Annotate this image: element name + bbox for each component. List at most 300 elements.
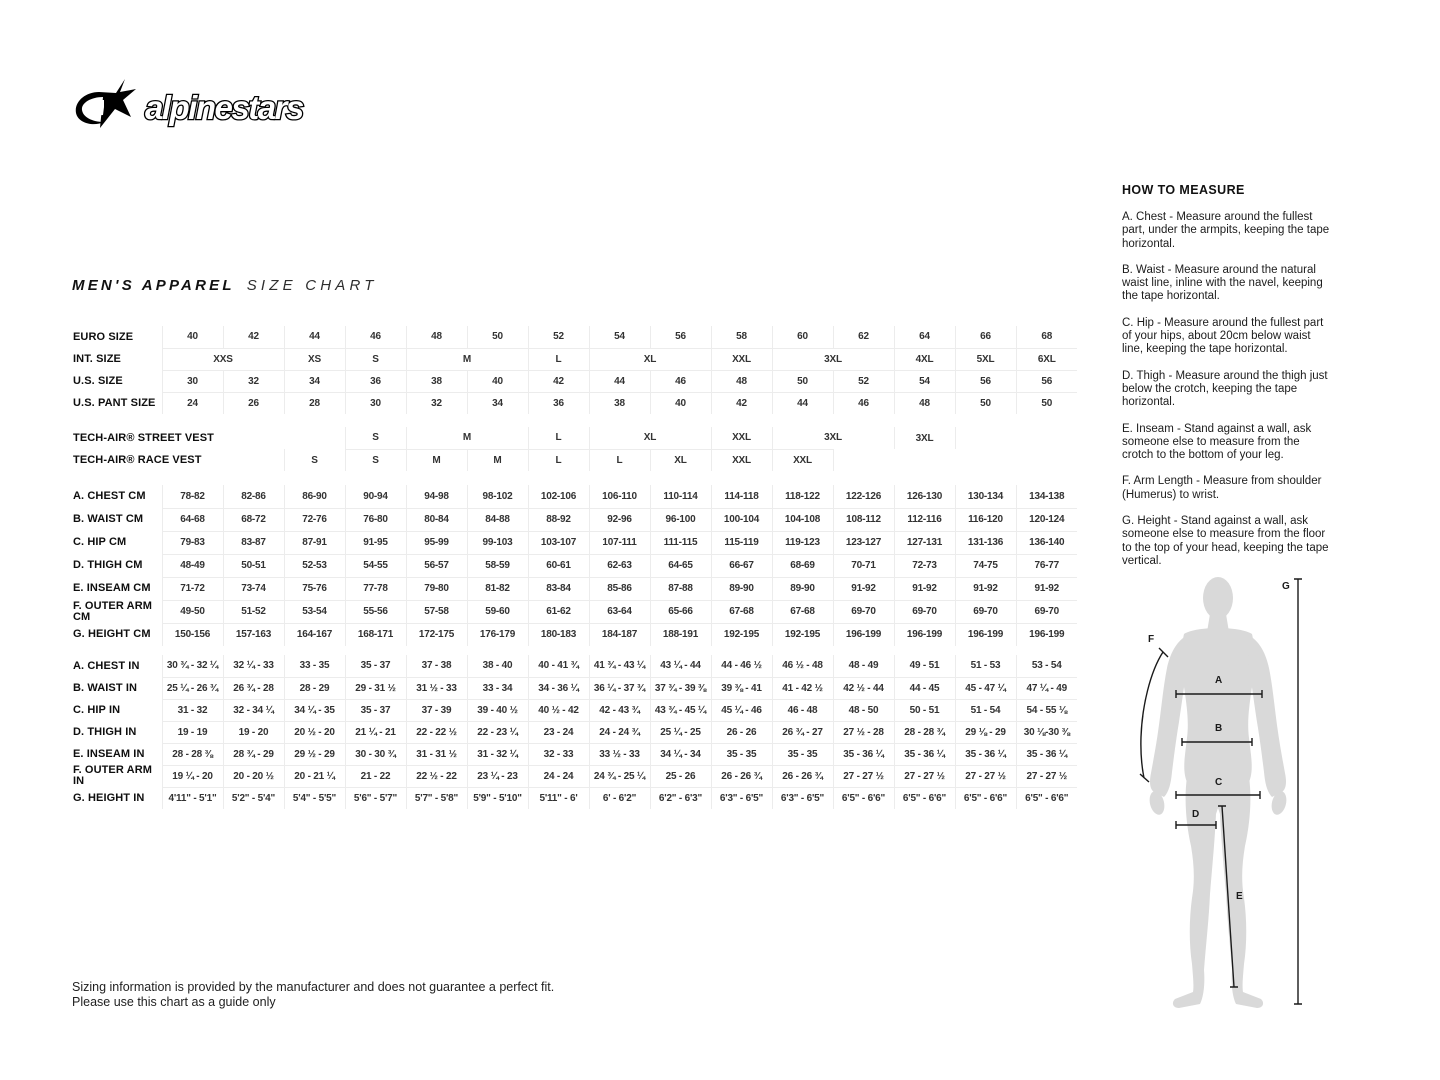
size-cell: 54-55 [345,554,406,577]
size-table [72,326,1077,809]
size-cell: 82-86 [223,485,284,508]
size-cell: 55-56 [345,600,406,623]
size-cell: 38 - 40 [467,655,528,677]
size-cell: 30 - 30 ¾ [345,743,406,765]
size-cell: 112-116 [894,508,955,531]
size-cell: 56 [955,370,1016,392]
size-cell: M [406,449,467,471]
row-label: B. WAIST CM [72,508,162,531]
size-cell: 29 ½ - 29 [284,743,345,765]
size-cell: 130-134 [955,485,1016,508]
size-cell: 20 - 20 ½ [223,765,284,787]
table-row [72,623,1077,646]
size-cell: 134-138 [1016,485,1077,508]
size-cell: 50 - 51 [894,699,955,721]
size-cell: 32 - 34 ¼ [223,699,284,721]
measure-item: D. Thigh - Measure around the thigh just below the crotch, keeping the tape horizontal. [1122,369,1328,409]
size-cell: 50 [467,326,528,348]
size-cell: 62-63 [589,554,650,577]
size-cell: 6'5" - 6'6" [955,787,1016,809]
size-cell: 25 - 26 [650,765,711,787]
size-cell: 26 - 26 ¾ [711,765,772,787]
row-label: TECH-AIR® STREET VEST [72,427,345,449]
size-cell: 36 ¼ - 37 ¾ [589,677,650,699]
size-cell: 5XL [955,348,1016,370]
size-cell: 150-156 [162,623,223,646]
size-cell: S [284,449,345,471]
size-cell: 52-53 [284,554,345,577]
size-cell: 42 ½ - 44 [833,677,894,699]
size-cell: 188-191 [650,623,711,646]
size-cell: 40 ½ - 42 [528,699,589,721]
size-cell: 54 [894,370,955,392]
size-cell: 5'11" - 6' [528,787,589,809]
size-cell: 21 - 22 [345,765,406,787]
size-cell: 19 - 20 [223,721,284,743]
size-cell: 192-195 [711,623,772,646]
size-cell: 46 [833,392,894,414]
size-cell: 36 [345,370,406,392]
size-cell: 34 [284,370,345,392]
size-cell: 51-52 [223,600,284,623]
table-row [72,699,1077,721]
row-label: E. INSEAM CM [72,577,162,600]
size-cell: 25 ¼ - 26 ¾ [162,677,223,699]
size-cell: 91-92 [894,577,955,600]
size-cell: 35 - 37 [345,699,406,721]
size-cell: 116-120 [955,508,1016,531]
row-label: F. OUTER ARM IN [72,765,162,787]
size-cell: M [467,449,528,471]
size-cell: 168-171 [345,623,406,646]
size-cell: 69-70 [894,600,955,623]
size-cell: 80-84 [406,508,467,531]
size-cell: 35 - 35 [772,743,833,765]
size-cell: 89-90 [772,577,833,600]
size-cell: 48 [894,392,955,414]
size-cell: 56 [1016,370,1077,392]
size-cell: 19 - 19 [162,721,223,743]
size-cell: 6XL [1016,348,1077,370]
size-cell: 28 ¾ - 29 [223,743,284,765]
figure-label-f: F [1148,634,1155,645]
size-cell: 95-99 [406,531,467,554]
size-cell: 50 [1016,392,1077,414]
size-cell: 42 [223,326,284,348]
size-cell: 26 ¾ - 28 [223,677,284,699]
size-cell: 62 [833,326,894,348]
size-cell: 44 [772,392,833,414]
size-cell: 74-75 [955,554,1016,577]
size-cell: 40 [650,392,711,414]
size-cell: 52 [528,326,589,348]
table-gap-cell [72,646,1077,655]
size-cell: L [528,449,589,471]
size-cell: 90-94 [345,485,406,508]
size-cell: 99-103 [467,531,528,554]
size-cell: 3XL [772,427,894,449]
size-cell: 69-70 [833,600,894,623]
measure-item: F. Arm Length - Measure from shoulder (Humerus) to wrist. [1122,475,1322,501]
size-cell: 38 [406,370,467,392]
size-cell: 70-71 [833,554,894,577]
size-cell: 102-106 [528,485,589,508]
size-cell: 111-115 [650,531,711,554]
size-cell: S [345,348,406,370]
table-row [72,600,1077,623]
size-cell: 76-77 [1016,554,1077,577]
size-cell: 5'2" - 5'4" [223,787,284,809]
size-cell: 22 ½ - 22 [406,765,467,787]
size-cell: XXL [711,427,772,449]
size-cell: 6'5" - 6'6" [833,787,894,809]
size-cell: 196-199 [1016,623,1077,646]
row-label: G. HEIGHT IN [72,787,162,809]
measure-item: B. Waist - Measure around the natural waist line, inline with the navel, keeping the tape horizontal. [1122,263,1323,303]
row-label: TECH-AIR® RACE VEST [72,449,284,471]
size-cell: 66-67 [711,554,772,577]
size-cell: 120-124 [1016,508,1077,531]
size-cell: 24 ¾ - 25 ¼ [589,765,650,787]
size-cell: 58 [711,326,772,348]
size-cell: 44 - 45 [894,677,955,699]
row-label: G. HEIGHT CM [72,623,162,646]
table-row [72,577,1077,600]
row-label: C. HIP IN [72,699,162,721]
size-cell: 196-199 [894,623,955,646]
size-cell: 30 [345,392,406,414]
size-cell: 123-127 [833,531,894,554]
footnote [72,980,554,1010]
size-cell: L [528,427,589,449]
size-cell: 20 ½ - 20 [284,721,345,743]
size-cell: 38 [589,392,650,414]
size-cell: 122-126 [833,485,894,508]
size-cell: 51 - 53 [955,655,1016,677]
size-cell: 28 - 29 [284,677,345,699]
size-cell: 31 - 32 [162,699,223,721]
size-cell: 164-167 [284,623,345,646]
size-cell: 40 - 41 ¾ [528,655,589,677]
size-cell: 87-88 [650,577,711,600]
size-cell: 24 - 24 [528,765,589,787]
size-cell: 31 - 31 ½ [406,743,467,765]
size-cell: 88-92 [528,508,589,531]
size-cell: 69-70 [1016,600,1077,623]
size-cell: 63-64 [589,600,650,623]
size-cell: 77-78 [345,577,406,600]
size-cell: 27 - 27 ½ [1016,765,1077,787]
size-cell: 83-87 [223,531,284,554]
size-cell: 65-66 [650,600,711,623]
size-cell: 85-86 [589,577,650,600]
size-cell: 22 - 22 ½ [406,721,467,743]
size-cell: 30 ⅛-30 ⅜ [1016,721,1077,743]
size-cell: 31 ½ - 33 [406,677,467,699]
size-cell: 26 ¾ - 27 [772,721,833,743]
size-cell: L [589,449,650,471]
size-cell: 46 ½ - 48 [772,655,833,677]
size-cell: 5'6" - 5'7" [345,787,406,809]
measure-item: A. Chest - Measure around the fullest part, under the armpits, keeping the tape horizontal. [1122,211,1330,250]
size-cell: 110-114 [650,485,711,508]
size-cell: 127-131 [894,531,955,554]
size-cell: S [345,449,406,471]
size-cell: 42 [711,392,772,414]
size-cell: 89-90 [711,577,772,600]
size-cell: 56 [650,326,711,348]
table-row [72,326,1077,348]
size-cell: 45 ¼ - 46 [711,699,772,721]
size-cell: 58-59 [467,554,528,577]
size-cell: 91-95 [345,531,406,554]
size-cell: 34 [467,392,528,414]
size-cell: 68-72 [223,508,284,531]
size-cell: 192-195 [772,623,833,646]
size-cell: 98-102 [467,485,528,508]
size-cell: 37 ¾ - 39 ⅜ [650,677,711,699]
svg-text:alpinestars: alpinestars [145,89,303,126]
size-cell: 79-80 [406,577,467,600]
row-label: D. THIGH IN [72,721,162,743]
size-cell: 108-112 [833,508,894,531]
size-cell: 52 [833,370,894,392]
size-cell: 72-73 [894,554,955,577]
size-cell: 48 [711,370,772,392]
size-cell: 180-183 [528,623,589,646]
measure-item: E. Inseam - Stand against a wall, ask someone else to measure from the crotch to the bottom of your leg. [1122,422,1312,462]
size-cell: 39 ⅜ - 41 [711,677,772,699]
size-cell: 176-179 [467,623,528,646]
size-cell: 72-76 [284,508,345,531]
size-cell: 35 - 36 ¼ [1016,743,1077,765]
size-cell: 196-199 [833,623,894,646]
size-cell: 19 ¼ - 20 [162,765,223,787]
size-cell: 24 - 24 ¾ [589,721,650,743]
size-cell: 68 [1016,326,1077,348]
size-cell: 42 [528,370,589,392]
size-cell: 32 [406,392,467,414]
size-cell: 22 - 23 ¼ [467,721,528,743]
figure-label-d: D [1192,809,1200,820]
size-cell: 44 - 46 ½ [711,655,772,677]
row-label: B. WAIST IN [72,677,162,699]
size-cell: 34 ¼ - 35 [284,699,345,721]
row-label: A. CHEST CM [72,485,162,508]
table-row [72,765,1077,787]
size-cell: 46 [650,370,711,392]
size-cell: 96-100 [650,508,711,531]
size-cell: 31 - 32 ¼ [467,743,528,765]
size-cell: 5'7" - 5'8" [406,787,467,809]
size-cell: 71-72 [162,577,223,600]
size-cell: 47 ¼ - 49 [1016,677,1077,699]
size-cell: 107-111 [589,531,650,554]
size-cell: 6'2" - 6'3" [650,787,711,809]
size-cell: 48 - 49 [833,655,894,677]
table-gap-row [72,414,1077,427]
size-cell: 4XL [894,348,955,370]
size-cell: 79-83 [162,531,223,554]
size-cell: 67-68 [772,600,833,623]
size-cell: 68-69 [772,554,833,577]
size-cell: 86-90 [284,485,345,508]
table-row [72,427,1077,449]
row-label: INT. SIZE [72,348,162,370]
how-to-measure-panel [1122,183,1332,581]
empty-cell [955,427,1077,449]
size-cell: 64 [894,326,955,348]
table-row [72,554,1077,577]
size-cell: 46 [345,326,406,348]
size-cell: 91-92 [955,577,1016,600]
size-cell: 56-57 [406,554,467,577]
table-gap-cell [72,414,1077,427]
table-row [72,485,1077,508]
size-cell: 34 ¼ - 34 [650,743,711,765]
size-cell: 106-110 [589,485,650,508]
body-figure [1130,572,1330,1022]
size-cell: 35 - 36 ¼ [955,743,1016,765]
size-cell: 30 ¾ - 32 ¼ [162,655,223,677]
size-cell: XL [589,427,711,449]
how-to-measure-items [1122,211,1332,568]
size-cell: 23 ¼ - 23 [467,765,528,787]
size-cell: 54 - 55 ⅛ [1016,699,1077,721]
size-cell: 49 - 51 [894,655,955,677]
size-cell: 27 - 27 ½ [833,765,894,787]
size-cell: 5'9" - 5'10" [467,787,528,809]
size-cell: 53 - 54 [1016,655,1077,677]
size-cell: 60 [772,326,833,348]
size-cell: 67-68 [711,600,772,623]
page-title [72,277,378,295]
table-gap-row [72,471,1077,485]
size-cell: 131-136 [955,531,1016,554]
size-cell: 44 [589,370,650,392]
table-row [72,449,1077,471]
body-figure-svg [1130,572,1330,1017]
table-gap-cell [72,471,1077,485]
size-cell: L [528,348,589,370]
size-cell: 6'5" - 6'6" [1016,787,1077,809]
size-cell: 42 - 43 ¾ [589,699,650,721]
size-cell: 27 - 27 ½ [894,765,955,787]
page-title-primary: MEN'S APPAREL [72,277,235,294]
size-cell: XL [589,348,711,370]
size-cell: 103-107 [528,531,589,554]
size-cell: 172-175 [406,623,467,646]
size-cell: 64-65 [650,554,711,577]
size-cell: XXL [772,449,833,471]
size-cell: 73-74 [223,577,284,600]
size-cell: 32 ¼ - 33 [223,655,284,677]
size-cell: 53-54 [284,600,345,623]
size-cell: 33 ½ - 33 [589,743,650,765]
row-label: F. OUTER ARM CM [72,600,162,623]
size-cell: 84-88 [467,508,528,531]
size-cell: 43 ¾ - 45 ¼ [650,699,711,721]
size-cell: 69-70 [955,600,1016,623]
size-cell: 33 - 34 [467,677,528,699]
size-cell: 4'11" - 5'1" [162,787,223,809]
size-cell: 94-98 [406,485,467,508]
size-cell: 6' - 6'2" [589,787,650,809]
table-row [72,508,1077,531]
size-cell: 60-61 [528,554,589,577]
how-to-measure-title: HOW TO MEASURE [1122,183,1245,197]
row-label: EURO SIZE [72,326,162,348]
size-cell: 50 [772,370,833,392]
size-cell: 64-68 [162,508,223,531]
size-cell: 115-119 [711,531,772,554]
figure-label-a: A [1215,675,1223,686]
size-cell: 59-60 [467,600,528,623]
size-cell: 114-118 [711,485,772,508]
size-cell: XXS [162,348,284,370]
empty-cell [833,449,1077,471]
height-measure-line [1294,579,1302,1004]
size-cell: 40 [467,370,528,392]
size-cell: 6'3" - 6'5" [772,787,833,809]
measure-item: G. Height - Stand against a wall, ask someone else to measure from the floor to the top of your head, keeping the tape vertical. [1122,515,1329,567]
size-cell: 66 [955,326,1016,348]
size-cell: 39 - 40 ½ [467,699,528,721]
size-cell: 87-91 [284,531,345,554]
table-row [72,743,1077,765]
size-cell: 61-62 [528,600,589,623]
table-row [72,370,1077,392]
size-cell: 196-199 [955,623,1016,646]
size-cell: 21 ¼ - 21 [345,721,406,743]
size-cell: 25 ¼ - 25 [650,721,711,743]
figure-label-g: G [1282,581,1290,592]
row-label: E. INSEAM IN [72,743,162,765]
figure-label-c: C [1215,777,1223,788]
size-cell: 119-123 [772,531,833,554]
alpinestars-logo [73,76,323,139]
size-cell: 26 - 26 [711,721,772,743]
row-label: A. CHEST IN [72,655,162,677]
size-cell: 44 [284,326,345,348]
size-cell: 91-92 [833,577,894,600]
size-cell: XS [284,348,345,370]
size-cell: 6'5" - 6'6" [894,787,955,809]
size-cell: 29 ⅛ - 29 [955,721,1016,743]
size-cell: 48-49 [162,554,223,577]
measure-item: C. Hip - Measure around the fullest part of your hips, about 20cm below waist line, keeping the tape horizontal. [1122,316,1324,356]
size-cell: 126-130 [894,485,955,508]
size-cell: 32 [223,370,284,392]
size-cell: 33 - 35 [284,655,345,677]
size-cell: 136-140 [1016,531,1077,554]
size-cell: 28 [284,392,345,414]
figure-label-e: E [1236,891,1243,902]
size-cell: 26 [223,392,284,414]
size-cell: 157-163 [223,623,284,646]
table-gap-row [72,646,1077,655]
size-cell: 30 [162,370,223,392]
row-label: C. HIP CM [72,531,162,554]
size-cell: 104-108 [772,508,833,531]
table-row [72,655,1077,677]
size-cell: 46 - 48 [772,699,833,721]
size-cell: 35 - 35 [711,743,772,765]
size-cell: 28 - 28 ¾ [894,721,955,743]
size-cell: M [406,348,528,370]
size-cell: 32 - 33 [528,743,589,765]
size-cell: 92-96 [589,508,650,531]
